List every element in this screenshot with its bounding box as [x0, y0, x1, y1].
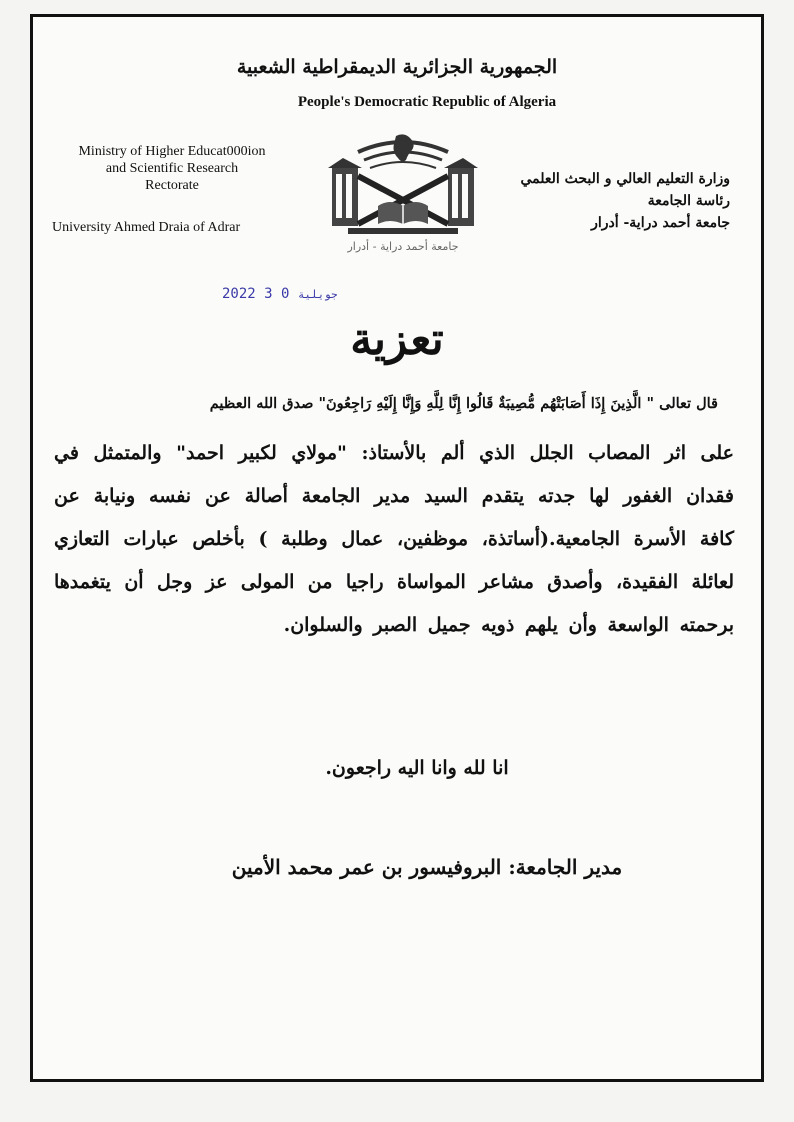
- header-arabic-title: الجمهورية الجزائرية الديمقراطية الشعبية: [236, 56, 558, 78]
- left-header-block: [52, 143, 292, 235]
- condolence-body: على اثر المصاب الجلل الذي ألم بالأستاذ: "مولاي لكبير احمد" والمتمثل في فقدان الغفور لها جدته يتقدم السيد مدير الجامعة أصالة عن نفسه ونيابة عن كافة الأسرة الجامعية.(أساتذة، موظفين، عمال وطلبة ) بأخلص عبارات التعازي لعائلة الفقيدة، وأصدق مشاعر المواساة راجيا من المولى عز وجل أن يتغمدها برحمته الواسعة وأن يلهم ذويه جميل الصبر والسلوان.: [54, 442, 734, 636]
- university-name-ar: جامعة أحمد دراية- أدرار: [591, 215, 730, 231]
- university-name-en: University Ahmed Draia of Adrar: [52, 220, 241, 235]
- ministry-line-2: and Scientific Research: [105, 161, 239, 176]
- document-title: تعزية: [350, 314, 444, 365]
- ministry-line-ar: وزارة التعليم العالي و البحث العلمي: [520, 171, 730, 187]
- rectorate-line: Rectorate: [145, 178, 199, 193]
- header-english-title: People's Democratic Republic of Algeria: [297, 94, 557, 110]
- closing-phrase: انا لله وانا اليه راجعون.: [325, 757, 509, 779]
- logo-caption: جامعة أحمد دراية - أدرار: [347, 240, 459, 253]
- quran-verse: قال تعالى " الَّذِينَ إِذَا أَصَابَتْهُم مُّصِيبَةٌ قَالُوا إِنَّا لِلَّهِ وَإِنَّا إِلَيْهِ رَاجِعُونَ" صدق الله العظيم: [209, 395, 718, 412]
- right-header-block: [490, 168, 730, 234]
- date-stamp: [222, 286, 338, 302]
- stamp-year: 2022: [222, 286, 256, 302]
- stamp-month: جويلية: [297, 288, 338, 301]
- signature-line: مدير الجامعة: البروفيسور بن عمر محمد الأمين: [231, 855, 623, 879]
- ministry-line-1: Ministry of Higher Educat000ion: [78, 144, 266, 159]
- rectorate-line-ar: رئاسة الجامعة: [647, 193, 730, 209]
- university-logo: [318, 128, 488, 258]
- stamp-day: 0 3: [264, 286, 290, 302]
